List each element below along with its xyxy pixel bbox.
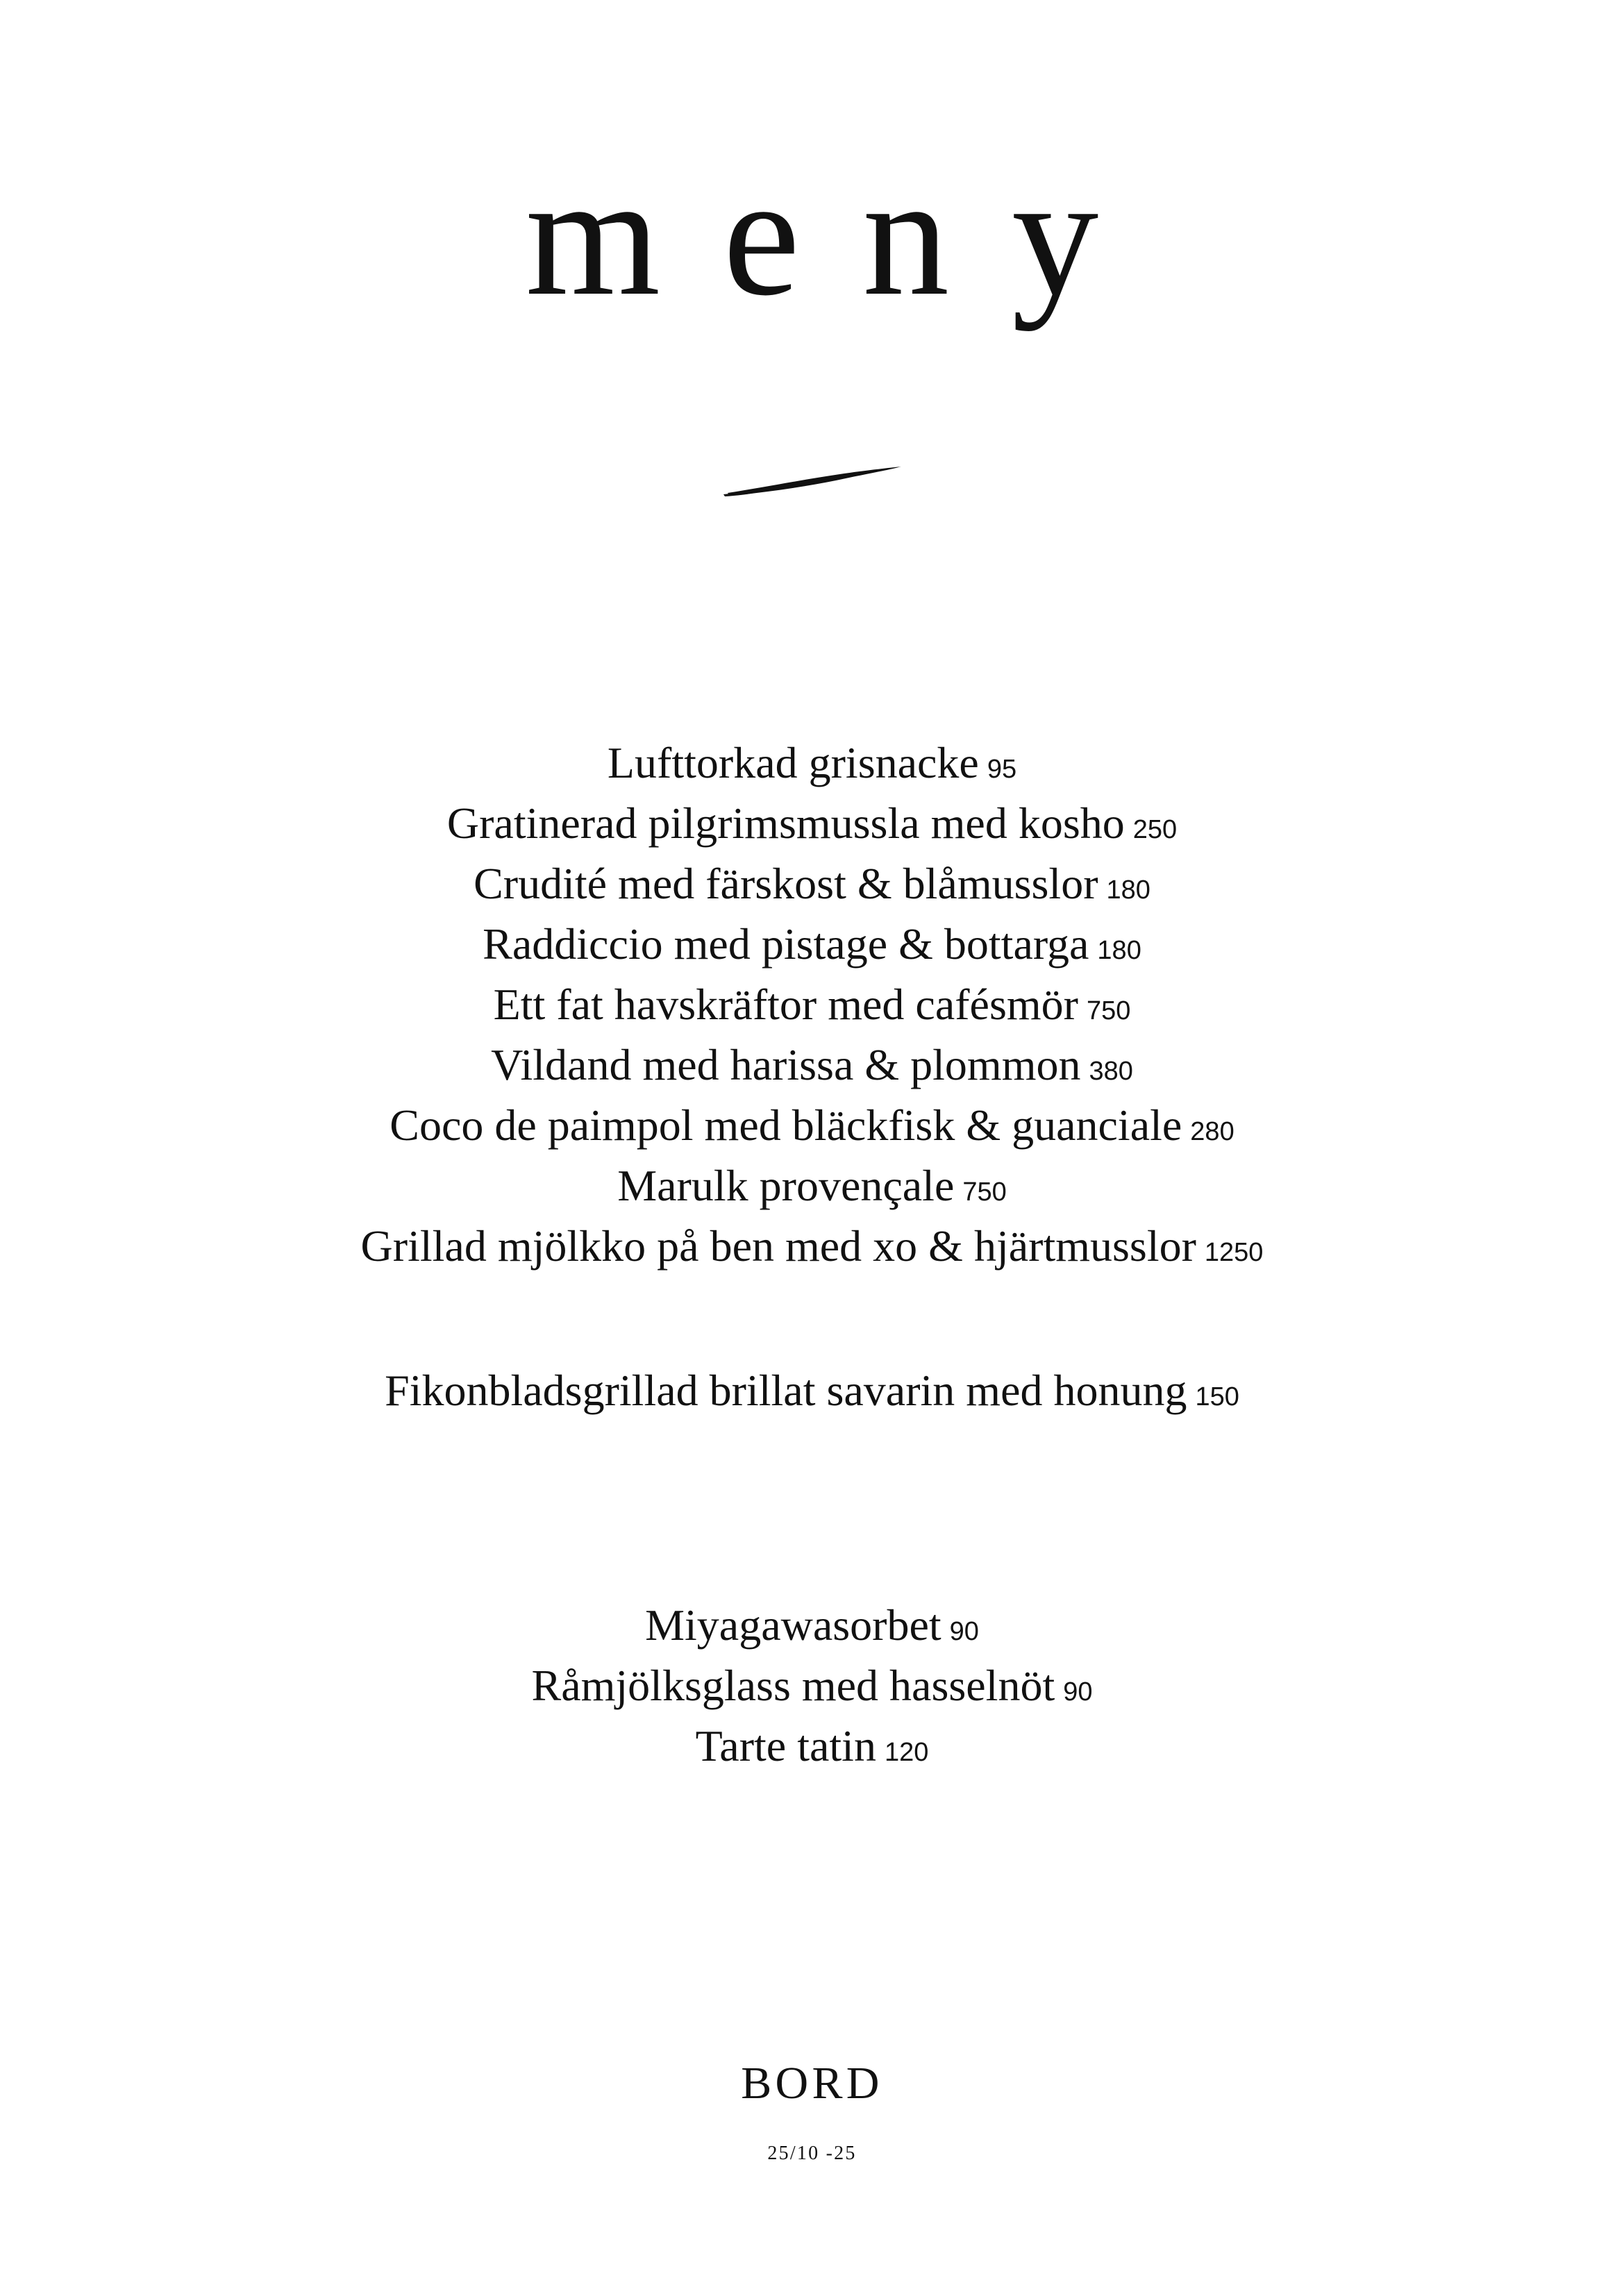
menu-item xyxy=(0,1098,1624,1159)
item-price: 90 xyxy=(949,1617,979,1646)
brush-stroke-divider xyxy=(722,464,903,498)
item-name: Vildand med harissa & plommon xyxy=(491,1040,1081,1089)
item-name: Crudité med färskost & blåmusslor xyxy=(474,859,1098,908)
menu-item xyxy=(0,1659,1624,1719)
menu-title: meny xyxy=(525,140,1162,332)
menu-item xyxy=(0,917,1624,978)
item-price: 180 xyxy=(1097,936,1141,965)
desserts-section xyxy=(0,1598,1624,1779)
item-price: 90 xyxy=(1063,1677,1093,1707)
item-name: Ett fat havskräftor med cafésmör xyxy=(493,980,1078,1029)
menu-item xyxy=(0,1038,1624,1098)
item-name: Tarte tatin xyxy=(695,1721,876,1770)
menu-item xyxy=(0,857,1624,917)
item-price: 250 xyxy=(1132,815,1178,844)
item-name: Råmjölksglass med hasselnöt xyxy=(531,1661,1055,1710)
item-name: Gratinerad pilgrimsmussla med kosho xyxy=(446,798,1125,848)
cheese-section xyxy=(0,1364,1624,1424)
item-price: 95 xyxy=(987,755,1017,784)
menu-item xyxy=(0,1364,1624,1424)
mains-section xyxy=(0,736,1624,1280)
item-name: Lufttorkad grisnacke xyxy=(607,738,979,787)
menu-item xyxy=(0,736,1624,796)
menu-item xyxy=(0,1219,1624,1280)
item-price: 380 xyxy=(1089,1057,1133,1086)
menu-item xyxy=(0,978,1624,1038)
item-price: 750 xyxy=(1086,996,1131,1025)
menu-date: 25/10 -25 xyxy=(767,2143,857,2164)
menu-item xyxy=(0,1598,1624,1659)
item-name: Miyagawasorbet xyxy=(645,1600,941,1650)
item-name: Fikonbladsgrillad brillat savarin med honung xyxy=(385,1366,1187,1415)
item-price: 150 xyxy=(1195,1382,1239,1411)
menu-item xyxy=(0,1719,1624,1779)
item-name: Marulk provençale xyxy=(617,1161,955,1210)
item-price: 120 xyxy=(884,1738,929,1767)
item-name: Coco de paimpol med bläckfisk & guanciale xyxy=(390,1100,1182,1150)
item-price: 180 xyxy=(1106,875,1150,905)
item-price: 280 xyxy=(1190,1117,1234,1146)
menu-item xyxy=(0,1159,1624,1219)
item-name: Raddiccio med pistage & bottarga xyxy=(483,919,1089,969)
item-price: 750 xyxy=(962,1178,1007,1207)
item-name: Grillad mjölkko på ben med xo & hjärtmusslor xyxy=(360,1221,1196,1271)
brand-name: BORD xyxy=(741,2058,883,2109)
menu-item xyxy=(0,796,1624,857)
item-price: 1250 xyxy=(1204,1238,1264,1267)
